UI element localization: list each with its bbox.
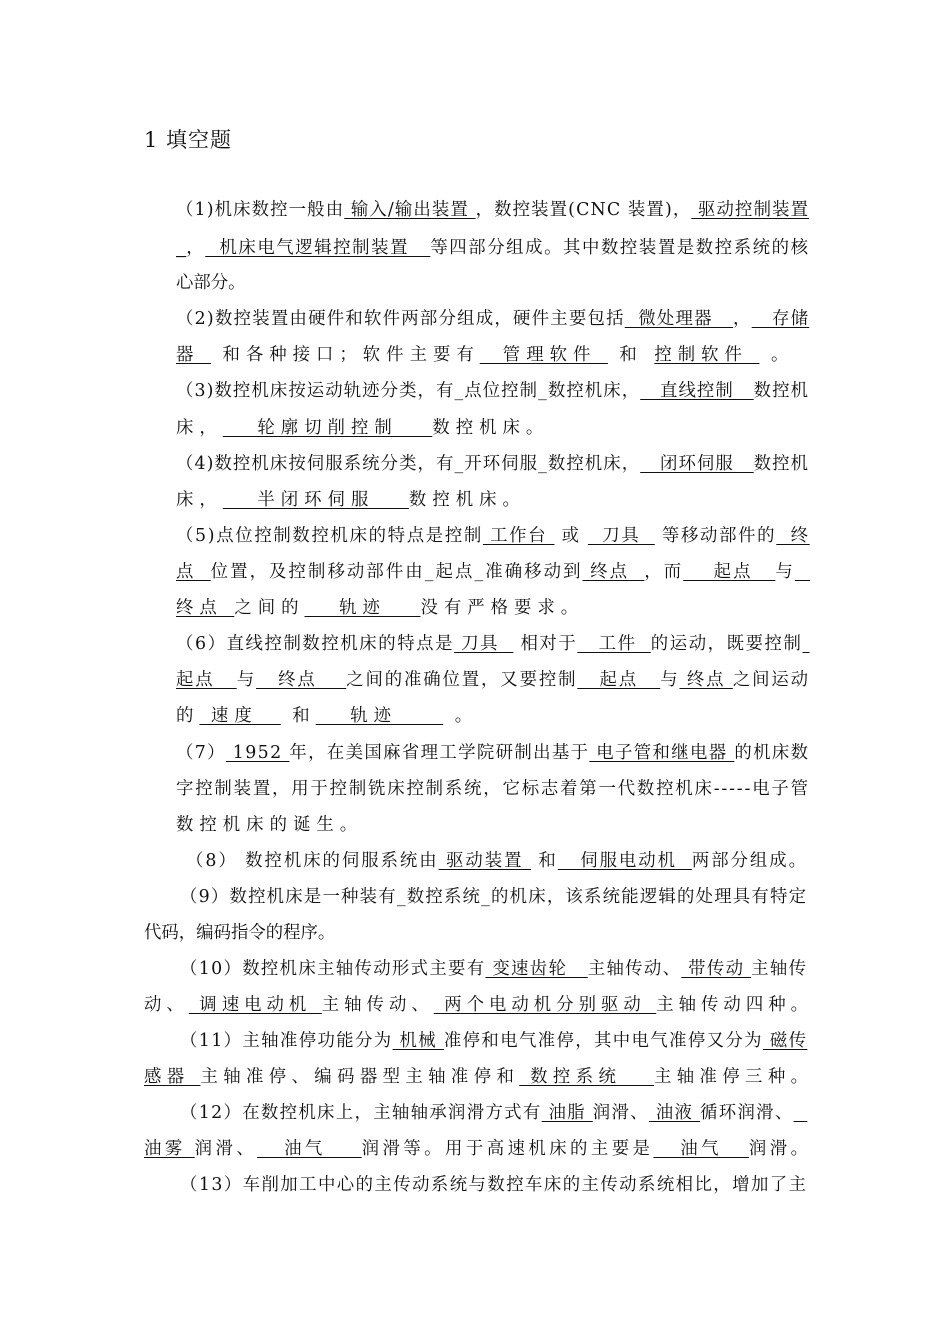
text-segment: 和 [607, 345, 655, 365]
answer-blank: 终 [776, 526, 810, 546]
text-segment: （7） [176, 743, 226, 763]
text-line [180, 1173, 807, 1197]
answer-blank: 油气 [653, 1139, 749, 1159]
text-segment: 数控机床。 [408, 490, 526, 510]
answer-blank: 油液 [648, 1103, 701, 1123]
text-line [176, 524, 810, 548]
answer-blank: 速度 [199, 706, 281, 726]
text-line [176, 198, 809, 222]
text-segment: 数控机床的诞生。 [176, 815, 364, 835]
answer-blank: 带传动 [681, 959, 752, 979]
answer-blank: 油气 [257, 1139, 362, 1159]
text-segment: （8） 数控机床的伺服系统由 [186, 851, 439, 871]
answer-blank: 终点 [255, 670, 347, 690]
text-line [144, 993, 813, 1017]
text-segment: 与 [236, 670, 256, 690]
text-segment: 心部分。 [176, 273, 246, 293]
text-line [176, 704, 478, 728]
answer-blank: 刀具 [587, 526, 655, 546]
text-segment: 。 [443, 706, 479, 726]
text-line [176, 343, 794, 367]
text-segment: ， [733, 309, 752, 329]
text-segment: 的运动，既要控制 [650, 634, 803, 654]
text-line [186, 849, 808, 873]
answer-blank: 起点 [577, 670, 661, 690]
text-segment: 润滑等。用于高速机床的主要是 [361, 1139, 654, 1159]
text-segment: 主轴传 [751, 959, 808, 979]
text-segment: 润滑、 [592, 1103, 649, 1123]
text-line [176, 560, 810, 584]
text-segment: 位置，及控制移动部件由_起点_准确移动到 [210, 562, 583, 582]
answer-blank: 闭环伺服 [640, 454, 754, 474]
answer-blank: 驱动装置 [438, 851, 531, 871]
text-segment: 数控机床。 [432, 418, 550, 438]
text-segment: 等移动部件的 [654, 526, 777, 546]
text-segment: 床， [176, 490, 223, 510]
text-line [144, 1137, 811, 1161]
text-segment: （1)机床数控一般由 [176, 200, 345, 220]
answer-blank: 终点 [176, 598, 235, 618]
text-segment: （4)数控机床按伺服系统分类，有_开环伺服_数控机床， [176, 454, 641, 474]
text-segment: 床， [176, 418, 223, 438]
text-segment: （2)数控装置由硬件和软件两部分组成，硬件主要包括 [176, 309, 625, 329]
answer-blank: 磁传 [762, 1031, 808, 1051]
text-line [176, 488, 526, 512]
text-segment: 数控机 [753, 381, 810, 401]
text-segment: 相对于 [513, 634, 578, 654]
text-line [176, 236, 810, 260]
text-segment: 之间的 [234, 598, 305, 618]
answer-blank: 两个电动机分别驱动 [433, 995, 657, 1015]
answer-blank: 控制软件 [654, 345, 760, 365]
text-segment: 润滑。 [748, 1139, 812, 1159]
answer-blank: 终点 [582, 562, 645, 582]
answer-blank: 机械 [392, 1031, 444, 1051]
text-segment: 与 [775, 562, 795, 582]
answer-blank: _ [176, 238, 187, 258]
text-segment: ， [186, 238, 206, 258]
text-segment: 主轴传动、 [587, 959, 682, 979]
answer-blank [802, 634, 809, 654]
text-segment: （5)点位控制数控机床的特点是控制 [176, 526, 483, 546]
answer-blank: 感器 [144, 1067, 201, 1087]
text-line [176, 777, 810, 801]
answer-blank: 轮廓切削控制 [222, 418, 433, 438]
text-segment: 之间运动 [732, 670, 810, 690]
text-segment: 和各种接口；软件主要有 [210, 345, 480, 365]
answer-blank: 管理软件 [479, 345, 608, 365]
answer-blank: 点 [176, 562, 211, 582]
answer-blank [794, 1103, 808, 1123]
text-segment: （13）车削加工中心的主传动系统与数控车床的主传动系统相比，增加了主 [180, 1175, 808, 1195]
text-segment: 准停和电气准停，其中电气准停又分为 [443, 1031, 763, 1051]
answer-blank: 工件 [577, 634, 651, 654]
text-line [176, 452, 809, 476]
answer-blank: 变速齿轮 [485, 959, 588, 979]
text-segment: 与 [660, 670, 680, 690]
text-segment: 字控制装置，用于控制铣床控制系统，它标志着第一代数控机床-----电子管 [176, 779, 810, 799]
section-heading: 1 填空题 [144, 128, 233, 152]
text-segment: 之间的准确位置，又要控制 [346, 670, 578, 690]
answer-blank: 直线控制 [640, 381, 754, 401]
text-line [176, 416, 549, 440]
text-line [180, 957, 807, 981]
text-line [176, 271, 246, 295]
text-segment: 年，在美国麻省理工学院研制出基于 [289, 743, 590, 763]
answer-blank: 轨迹 [304, 598, 421, 618]
text-segment: 主轴准停三种。 [653, 1067, 814, 1087]
answer-blank: 输入/输出装置 [344, 200, 476, 220]
answer-blank: 起点 [176, 670, 237, 690]
answer-blank: 器 [176, 345, 211, 365]
text-line [180, 1101, 807, 1125]
text-segment: （3)数控机床按运动轨迹分类，有_点位控制_数控机床， [176, 381, 641, 401]
text-segment: 两部分组成。 [691, 851, 808, 871]
text-segment: ，而 [644, 562, 684, 582]
text-line [180, 885, 807, 909]
text-segment: 代码，编码指令的程序。 [144, 923, 336, 943]
text-line [176, 813, 363, 837]
answer-blank: 半闭环伺服 [222, 490, 409, 510]
answer-blank: 终点 [679, 670, 733, 690]
answer-blank: 刀具 [454, 634, 514, 654]
text-segment: （10）数控机床主轴传动形式主要有 [180, 959, 486, 979]
text-line [144, 921, 335, 945]
text-segment: 动、 [144, 995, 189, 1015]
answer-blank: 数控系统 [519, 1067, 654, 1087]
text-line [176, 596, 584, 620]
answer-blank: 伺服电动机 [557, 851, 692, 871]
text-segment: 的机床数 [734, 743, 810, 763]
answer-blank: 工作台 [482, 526, 555, 546]
text-line [176, 379, 809, 403]
text-segment: （9）数控机床是一种装有_数控系统_的机床，该系统能逻辑的处理具有特定 [180, 887, 808, 907]
text-line [176, 632, 810, 656]
text-segment: 和 [280, 706, 316, 726]
text-line [144, 1065, 813, 1089]
text-segment: 和 [530, 851, 558, 871]
text-segment: （12）在数控机床上，主轴轴承润滑方式有 [180, 1103, 542, 1123]
text-segment: 没有严格要求。 [420, 598, 585, 618]
text-segment: 循环润滑、 [700, 1103, 794, 1123]
answer-blank: 调速电动机 [188, 995, 322, 1015]
text-segment: 的 [176, 706, 200, 726]
answer-blank: 1952 [225, 743, 290, 763]
text-line [176, 668, 810, 692]
text-line [176, 741, 809, 765]
text-segment: 等四部分组成。其中数控装置是数控系统的核 [430, 238, 810, 258]
text-line [180, 1029, 807, 1053]
answer-blank: 存储 [751, 309, 810, 329]
answer-blank [795, 562, 810, 582]
text-segment: 主轴传动四种。 [656, 995, 813, 1015]
answer-blank: 轨迹 [315, 706, 444, 726]
text-segment: 或 [554, 526, 588, 546]
text-segment: 。 [759, 345, 795, 365]
answer-blank: 起点 [683, 562, 776, 582]
text-segment: 润滑、 [194, 1139, 258, 1159]
answer-blank: 驱动控制装置 [691, 200, 810, 220]
answer-blank: 油脂 [541, 1103, 593, 1123]
answer-blank: 机床电气逻辑控制装置 [205, 238, 431, 258]
text-segment: 主轴传动、 [321, 995, 434, 1015]
text-segment: 数控机 [753, 454, 810, 474]
text-segment: ，数控装置(CNC 装置)， [475, 200, 692, 220]
answer-blank: 电子管和继电器 [589, 743, 735, 763]
answer-blank: 微处理器 [624, 309, 734, 329]
text-line [176, 307, 809, 331]
text-segment: （11）主轴准停功能分为 [180, 1031, 393, 1051]
text-segment: （6）直线控制数控机床的特点是 [176, 634, 455, 654]
text-segment: 主轴准停、编码器型主轴准停和 [200, 1067, 520, 1087]
answer-blank: 油雾 [144, 1139, 195, 1159]
